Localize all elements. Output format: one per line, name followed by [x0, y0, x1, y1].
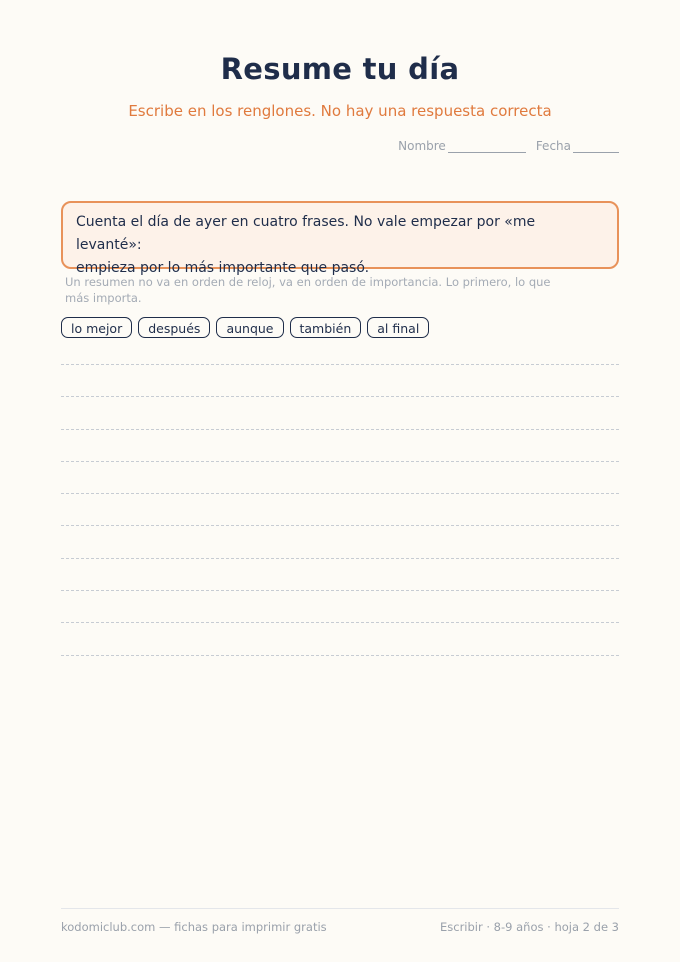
writing-line[interactable]: [61, 525, 619, 526]
writing-line[interactable]: [61, 655, 619, 656]
page-title: Resume tu día: [220, 52, 460, 86]
footer-divider: [61, 908, 619, 909]
word-chip: aunque: [216, 317, 283, 338]
footer-sheet-info: Escribir · 8-9 años · hoja 2 de 3: [439, 920, 619, 934]
word-chip: también: [290, 317, 362, 338]
page-subtitle: Escribe en los renglones. No hay una respuesta correcta: [128, 102, 552, 120]
hint-line-2: más importa.: [65, 291, 142, 305]
writing-line[interactable]: [61, 461, 619, 462]
word-bank: [61, 317, 435, 338]
writing-line[interactable]: [61, 590, 619, 591]
writing-line[interactable]: [61, 622, 619, 623]
footer-site: kodomiclub.com — fichas para imprimir gratis: [61, 920, 327, 934]
word-chip: después: [138, 317, 210, 338]
prompt-line-1: Cuenta el día de ayer en cuatro frases. No vale empezar por «me levanté»:: [76, 214, 536, 253]
word-chip: al final: [367, 317, 429, 338]
date-label: Fecha: [535, 139, 571, 153]
hint-text: [65, 274, 605, 306]
prompt-line-2: empieza por lo más importante que pasó.: [76, 260, 370, 276]
date-blank[interactable]: [573, 142, 619, 153]
word-chip: lo mejor: [61, 317, 132, 338]
name-date-fields: [398, 139, 619, 153]
writing-line[interactable]: [61, 429, 619, 430]
writing-line[interactable]: [61, 493, 619, 494]
hint-line-1: Un resumen no va en orden de reloj, va en orden de importancia. Lo primero, lo que: [65, 275, 551, 289]
writing-line[interactable]: [61, 396, 619, 397]
writing-line[interactable]: [61, 364, 619, 365]
writing-line[interactable]: [61, 558, 619, 559]
writing-area[interactable]: [61, 364, 619, 687]
name-label: Nombre: [398, 139, 446, 153]
name-blank[interactable]: [448, 142, 526, 153]
prompt-box: [61, 201, 619, 276]
